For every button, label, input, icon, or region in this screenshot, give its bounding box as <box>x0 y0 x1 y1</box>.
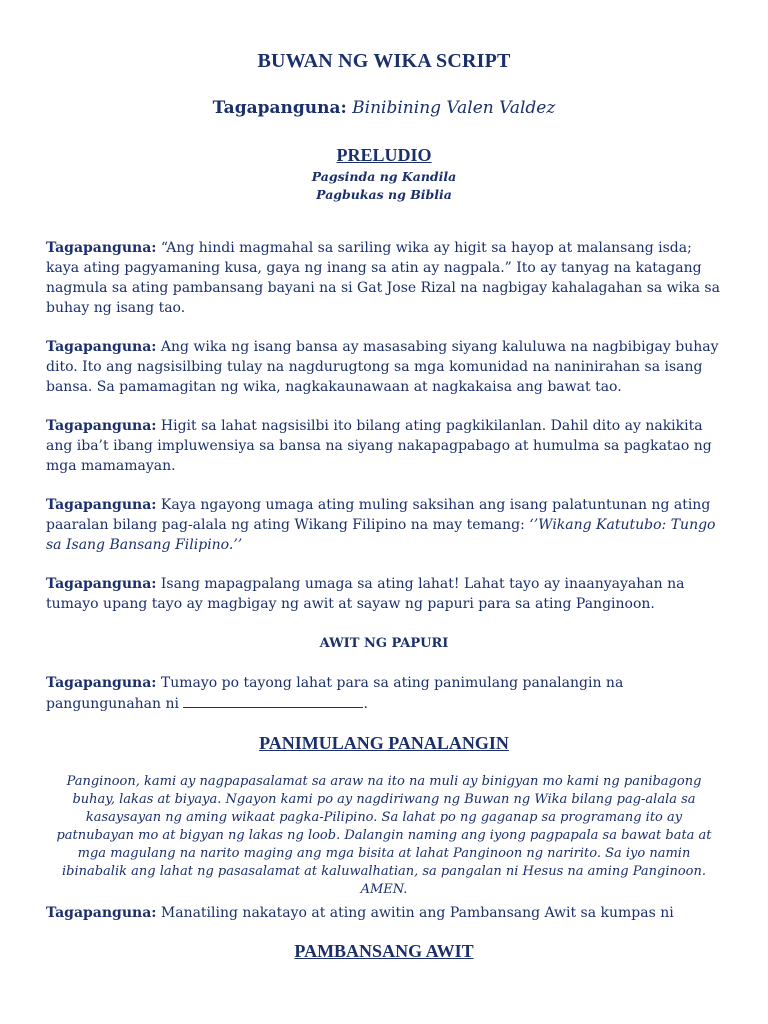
pambansang-awit-heading: PAMBANSANG AWIT <box>294 941 474 961</box>
prayer-text: Panginoon, kami ay nagpapasalamat sa araw na ito na muli ay binigyan mo kami ng panibagong buhay, lakas at biyaya. Ngayon kami po ay nagdiriwang ng Buwan ng Wika bilang pag-alala sa kasaysayan ng aming wikaat pagka-Pilipino. Sa lahat po ng gaganap sa programang ito ay patnubayan mo at bigyan ng lakas ng loob. Dalangin naming ang iyong pagpapala sa bawat bata at mga magulang na narito maging ang mga bisita at lahat Panginoon ng naririto. Sa iyo namin ibinabalik ang lahat ng pasasalamat at kaluwalhatian, sa pangalan ni Hesus na aming Panginoon. AMEN. <box>56 774 712 897</box>
speaker-label: Tagapanguna: <box>46 418 157 434</box>
script-paragraph-5 <box>46 574 722 614</box>
script-paragraph-1 <box>46 238 722 318</box>
preludio-items <box>0 168 768 204</box>
speaker-label: Tagapanguna: <box>46 675 157 691</box>
chairperson-label: Tagapanguna: <box>212 98 347 118</box>
blank-line <box>183 693 363 708</box>
speaker-label: Tagapanguna: <box>46 339 157 355</box>
panimulang-panalangin-heading: PANIMULANG PANALANGIN <box>259 733 509 753</box>
preludio-item: Pagsinda ng Kandila <box>311 169 457 184</box>
chairperson-line <box>0 98 768 118</box>
script-paragraph-4 <box>46 495 722 555</box>
speaker-label: Tagapanguna: <box>46 576 157 592</box>
anthem-invitation <box>46 903 722 923</box>
speaker-label: Tagapanguna: <box>46 905 157 921</box>
preludio-heading: PRELUDIO <box>336 145 432 165</box>
script-paragraph-3 <box>46 416 722 476</box>
paragraph-text: Ang wika ng isang bansa ay masasabing siyang kaluluwa na nagbibigay buhay dito. Ito ang nagsisilbing tulay na nagdurugtong sa mga komunidad na naninirahan sa isang bansa. Sa pamamagitan ng wika, nagkakaunawaan at nagkakaisa ang bawat tao. <box>46 339 719 395</box>
speaker-label: Tagapanguna: <box>46 240 157 256</box>
paragraph-text: Tumayo po tayong lahat para sa ating panimulang panalangin na pangungunahan ni <box>46 675 624 712</box>
script-paragraph-2 <box>46 337 722 397</box>
awit-papuri-heading: AWIT NG PAPURI <box>319 636 449 651</box>
chairperson-name: Binibining Valen Valdez <box>352 98 556 118</box>
paragraph-text: Kaya ngayong umaga ating muling saksihan ang isang palatuntunan ng ating paaralan bilang pag-alala ng ating Wikang Filipino na may temang: <box>46 497 711 533</box>
prayer-invitation <box>46 673 722 714</box>
paragraph-text: Manatiling nakatayo at ating awitin ang Pambansang Awit sa kumpas ni <box>160 905 674 921</box>
paragraph-text: “Ang hindi magmahal sa sariling wika ay higit sa hayop at malansang isda; kaya ating pagyamaning kusa, gaya ng inang sa atin ay nagpala.” Ito ay tanyag na katagang nagmula sa ating pambansang bayani na si Gat Jose Rizal na nagbigay kahalagahan sa wika sa buhay ng isang tao. <box>46 240 720 316</box>
document-title: BUWAN NG WIKA SCRIPT <box>257 50 511 72</box>
paragraph-text: Isang mapagpalang umaga sa ating lahat! Lahat tayo ay inaanyayahan na tumayo upang tayo ay magbigay ng awit at sayaw ng papuri para sa ating Panginoon. <box>46 576 685 612</box>
paragraph-text: Higit sa lahat nagsisilbi ito bilang ating pagkikilanlan. Dahil dito ay nakikita ang iba’t ibang impluwensiya sa bansa na siyang nakapagpabago at humulma sa pagkatao ng mga mamamayan. <box>46 418 712 474</box>
preludio-item: Pagbukas ng Biblia <box>316 187 452 202</box>
speaker-label: Tagapanguna: <box>46 497 157 513</box>
theme-quote: ‘’Wikang Katutubo: Tungo sa Isang Bansang Filipino.’’ <box>46 517 716 553</box>
period: . <box>363 696 368 712</box>
